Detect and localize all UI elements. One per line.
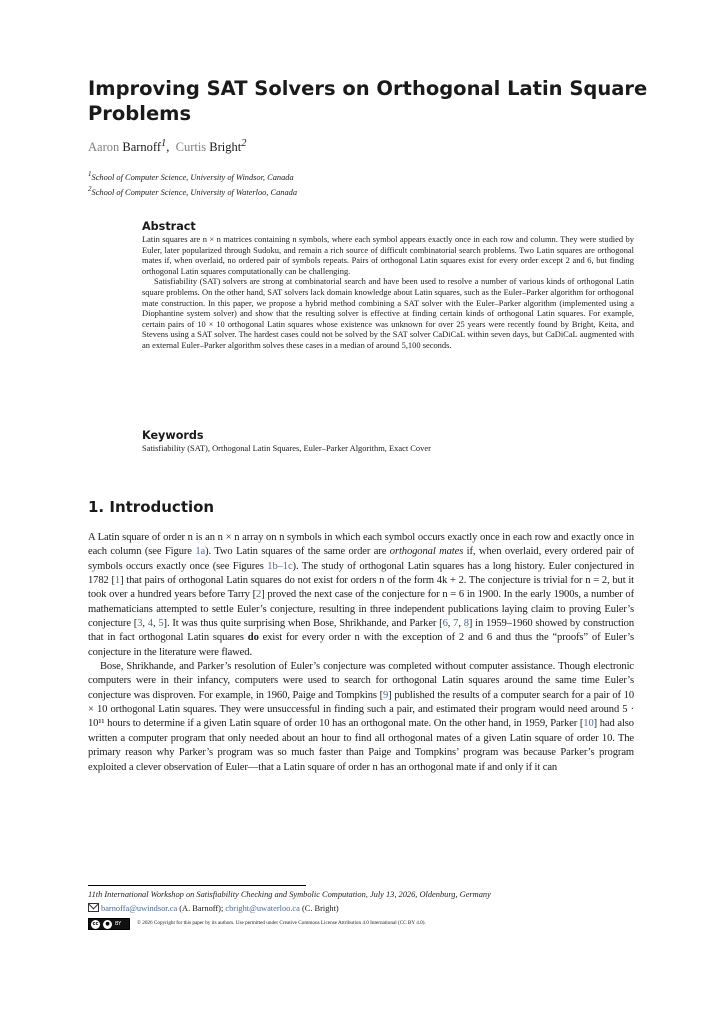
figure-link-1a[interactable]: 1a <box>195 546 206 558</box>
text-run: if, when overlaid, every ordered pair of symbols occurs exactly once (see Figures <box>88 546 634 572</box>
author-list: Aaron Barnoff$^1$, Curtis Bright$^2$ <box>88 138 247 155</box>
text-run: ] had also written a computer program that only needed about an hour to find all orthogonal mates of a given Latin square of order 10. The primary reason why Parker’s program was so much faster than Paige and Tompkins’ program was because Parker’s program exploited a clever observation of Euler—that a Latin square of order n has an orthogonal mate if and only if it can <box>88 718 634 773</box>
text-run: Bose, Shrikhande, and Parker’s resolution of Euler’s conjecture was completed without computer assistance. Though electronic computers were in their infancy, computers were used to search for orthogonal Latin squares around the same time Euler’s conjecture was disproven. For example, in 1960, Paige and Tompkins [ <box>88 661 634 701</box>
attribution-person-icon: ● <box>103 920 112 929</box>
citation-link-9[interactable]: 9 <box>383 689 389 701</box>
section-title: Introduction <box>109 498 215 516</box>
cc-logo-icon: cc <box>92 921 99 927</box>
footnote-venue: 11th International Workshop on Satisfiability Checking and Symbolic Computation, July 13, 2026, Oldenburg, Germany <box>88 890 491 899</box>
footnote-emails <box>88 903 339 913</box>
email-link-barnoff[interactable]: barnoffa@uwindsor.ca <box>101 904 178 913</box>
text-run: ). The study of orthogonal Latin squares has a long history. Euler conjectured in 1782 [ <box>88 560 635 587</box>
author-1-affil-mark: 1 <box>161 138 167 149</box>
text-run: ] published the results of a computer search for a pair of 10 × 10 orthogonal Latin squares. They were unsuccessful in finding such a pair, and estimated their program would need around 5 · 10¹¹ hours to determine if a given Latin square of order 10 has an orthogonal mate. On the other hand, in 1959, Parker [ <box>88 689 634 730</box>
affiliation-2-text: School of Computer Science, University of Waterloo, Canada <box>91 187 298 197</box>
footnote-rule <box>88 885 306 886</box>
text-run: ]. It was thus quite surprising when Bose, Shrikhande, and Parker [ <box>163 618 443 630</box>
affiliation-1-mark: 1 <box>88 170 92 178</box>
text-run: ] in 1959–1960 showed by construction that in fact orthogonal Latin squares <box>88 618 635 644</box>
email-name-barnoff: (A. Barnoff); <box>177 904 226 913</box>
affiliation-1 <box>88 170 294 182</box>
keywords <box>142 429 634 453</box>
citation-link-1[interactable]: 1 <box>114 575 121 587</box>
citation-link-5[interactable]: 5 <box>158 618 164 630</box>
text-run: ] that pairs of orthogonal Latin squares do not exist for orders n of the form 4k + 2. The conjecture is trivial for n = 2, but it took over a hundred years before Tarry [ <box>88 575 634 601</box>
citation-link-10[interactable]: 10 <box>583 718 594 730</box>
abstract <box>142 220 634 351</box>
keywords-text: Satisfiability (SAT), Orthogonal Latin Squares, Euler–Parker Algorithm, Exact Cover <box>142 443 431 453</box>
text-run: A Latin square of order n is an n × n array on n symbols in which each symbol occurs exactly once in each row and exactly once in each column (see Figure <box>88 532 634 558</box>
text-run: exist for every order n with the exception of 2 and 6 and thus the “proofs” of Euler’s conjecture in the literature were flawed. <box>88 632 634 658</box>
author-2-affil-mark: 2 <box>241 138 247 149</box>
citation-link-7[interactable]: 7 <box>453 618 459 630</box>
keywords-heading: Keywords <box>142 429 204 442</box>
section-number: 1. <box>88 498 105 516</box>
figure-link-1b-1c[interactable]: 1b–1c <box>267 560 293 572</box>
text-run: ] proved the next case of the conjecture for n = 6 in 1900. In the early 1900s, a number of mathematicians attempted to settle Euler’s conjecture, resulting in three independent publications laying claim to proving Euler’s conjecture [ <box>88 589 634 630</box>
citation-link-3[interactable]: 3 <box>137 618 143 630</box>
abstract-paragraph-1: Latin squares are n × n matrices containing n symbols, where each symbol appears exactly once in each row and column. They were studied by Euler, later popularized through Sudoku, and remain a rich source of difficult combinatorial search problems. Two Latin squares are orthogonal mates if, when overlaid, no ordered pair of symbols repeats. Pairs of orthogonal Latin squares exist for every order except 2 and 6, but finding orthogonal Latin squares computationally can be challenging. <box>142 234 634 276</box>
citation-link-8[interactable]: 8 <box>463 618 469 630</box>
affiliation-2 <box>88 185 297 197</box>
email-link-bright[interactable]: cbright@uwaterloo.ca <box>225 904 300 913</box>
email-name-bright: (C. Bright) <box>299 904 339 913</box>
cc-by-license-badge[interactable] <box>88 918 130 930</box>
author-1-family-name: Barnoff <box>122 140 162 155</box>
by-label: BY <box>115 921 122 927</box>
affiliation-1-text: School of Computer Science, University of Windsor, Canada <box>91 172 294 182</box>
copyright-notice: © 2026 Copyright for this paper by its authors. Use permitted under Creative Commons License Attribution 4.0 International (CC BY 4.0). <box>137 920 426 926</box>
intro-paragraph-2 <box>88 660 634 775</box>
author-2-family-name: Bright <box>209 140 242 155</box>
citation-link-4[interactable]: 4 <box>147 618 153 630</box>
intro-paragraph-1: A Latin square of order n is an n × n array on n symbols in which each symbol occurs exactly once in each row and exactly once in each column (see Figure 1a). Two Latin squares of the same order are orthogonal mates if, when overlaid, every ordered pair of symbols occurs exactly once (see Figures 1b–1c). The study of orthogonal Latin squares has a long history. Euler conjectured in 1782 [1] that pairs of orthogonal Latin squares do not exist for orders n of the form 4k + 2. The conjecture is trivial for n = 2, but it took over a hundred years before Tarry [2] proved the next case of the conjecture for n = 6 in 1900. In the early 1900s, a number of mathematicians attempted to settle Euler’s conjecture, resulting in three independent publications laying claim to proving Euler’s conjecture [3, 4, 5]. It was thus quite surprising when Bose, Shrikhande, and Parker [6, 7, 8] in 1959–1960 showed by construction that in fact orthogonal Latin squares do exist for every order n with the exception of 2 and 6 and thus the “proofs” of Euler’s conjecture in the literature were flawed. <box>88 532 635 658</box>
envelope-icon <box>88 903 99 912</box>
section-heading-introduction <box>88 498 214 516</box>
author-1-given-name: Aaron <box>88 140 120 155</box>
paper-title: Improving SAT Solvers on Orthogonal Latin Square Problems <box>88 77 648 125</box>
affiliation-2-mark: 2 <box>88 185 92 193</box>
abstract-heading: Abstract <box>142 220 196 233</box>
text-run: ). Two Latin squares of the same order are <box>205 546 390 558</box>
author-2-given-name: Curtis <box>175 140 207 155</box>
bold-do: do <box>247 632 259 644</box>
abstract-paragraph-2: Satisfiability (SAT) solvers are strong at combinatorial search and have been used to resolve a number of various kinds of orthogonal Latin square problems. On the other hand, SAT solvers lack domain knowledge about Latin squares, such as the Euler–Parker algorithm for orthogonal mate construction. In this paper, we propose a hybrid method combining a SAT solver with the Euler–Parker algorithm (implemented using a Diophantine system solver) and show that the resulting solver is effective at finding certain kinds of orthogonal Latin squares. For example, certain pairs of 10 × 10 orthogonal Latin squares whose existence was unknown for over 25 years were recently found by Bright, Keita, and Stevens using a SAT solver. The hardest cases could not be solved by the SAT solver CaDiCaL within seven days, but CaDiCaL augmented with an external Euler–Parker algorithm solves these cases in a median of around 5,100 seconds. <box>142 276 634 350</box>
emphasis-orthogonal-mates: orthogonal mates <box>389 546 464 558</box>
citation-link-6[interactable]: 6 <box>442 618 448 630</box>
introduction-body <box>88 531 634 775</box>
citation-link-2[interactable]: 2 <box>256 589 262 601</box>
